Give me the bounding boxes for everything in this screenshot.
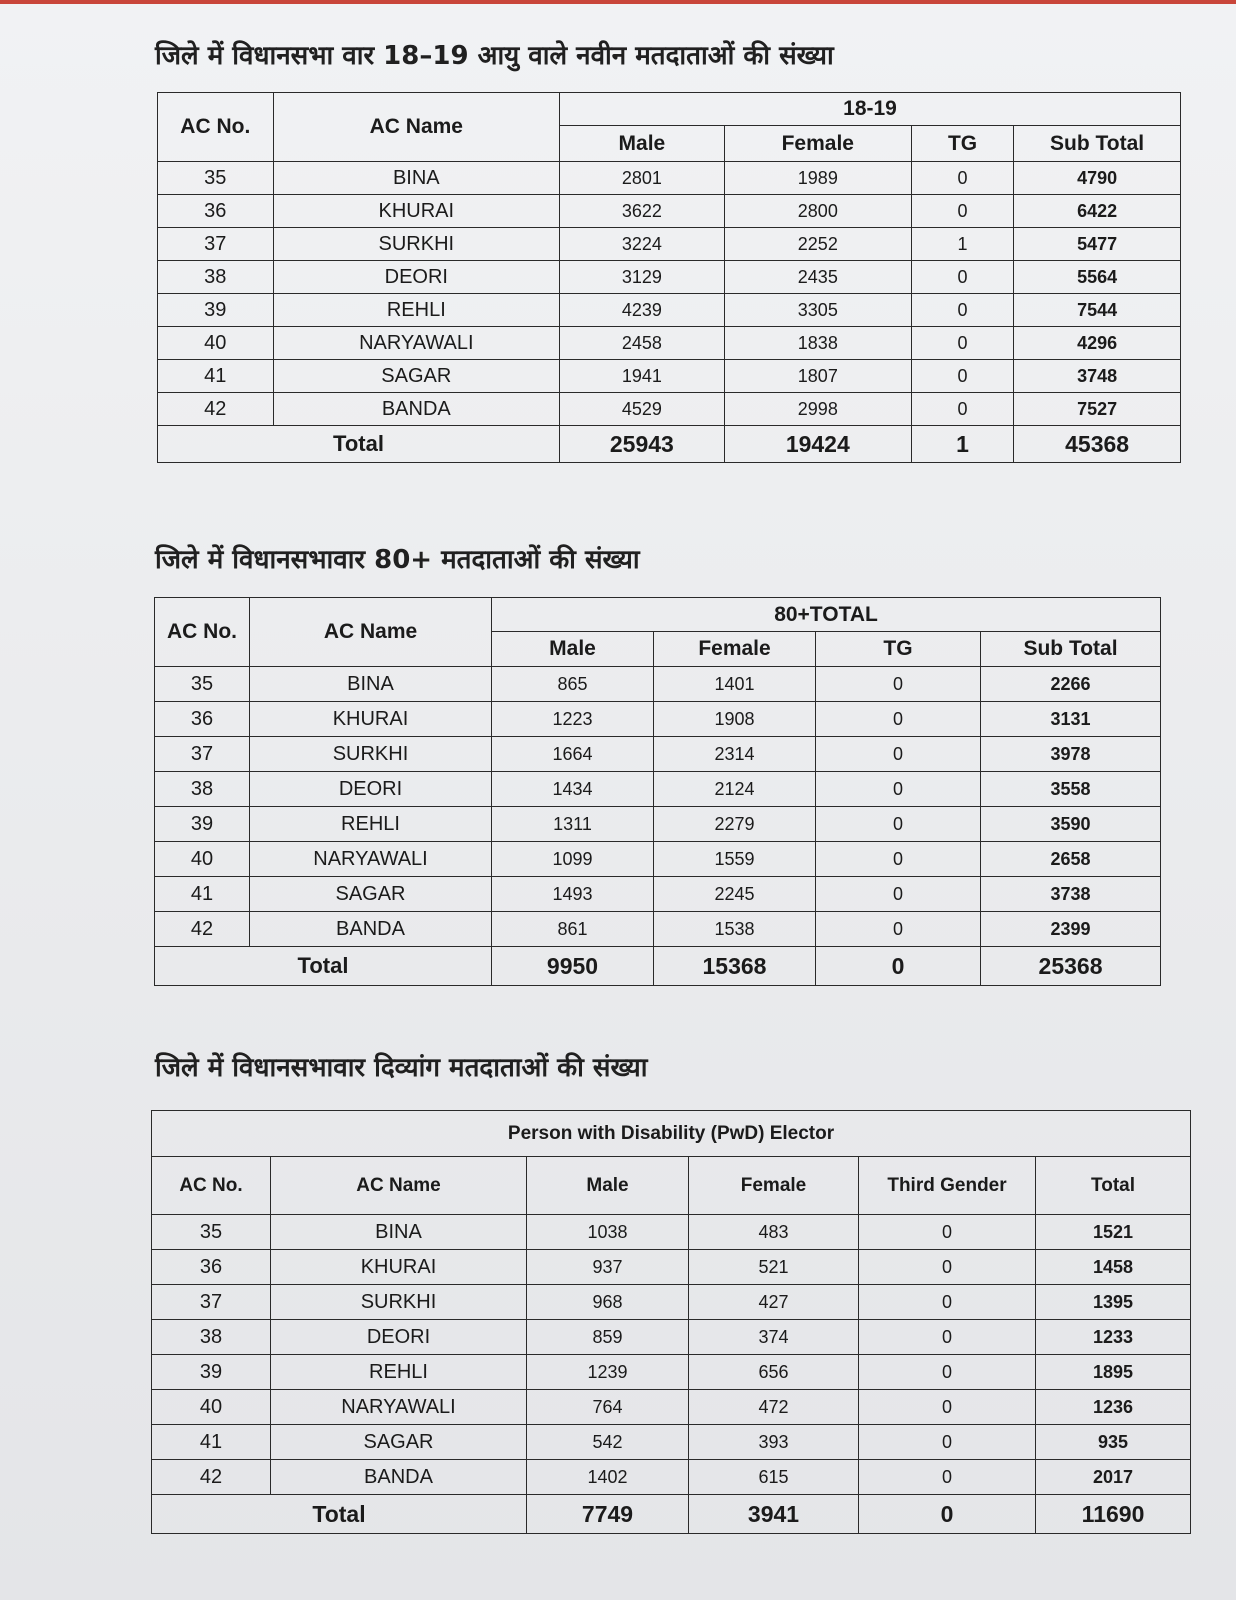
cell-female: 2800 (724, 195, 911, 228)
total-label: Total (155, 947, 492, 986)
cell-sub-total: 3590 (981, 807, 1161, 842)
header-tg: TG (816, 632, 981, 667)
total-row (152, 1495, 1191, 1534)
cell-male: 764 (527, 1390, 689, 1425)
cell-ac-name: REHLI (250, 807, 492, 842)
table-row (155, 772, 1161, 807)
header-male: Male (527, 1157, 689, 1215)
cell-tg: 0 (911, 294, 1013, 327)
cell-ac-no: 41 (152, 1425, 271, 1460)
header-total: Total (1036, 1157, 1191, 1215)
section2-heading: जिले में विधानसभावार 80+ मतदाताओं की संख्या (155, 545, 640, 575)
cell-female: 2279 (654, 807, 816, 842)
total-tg: 0 (816, 947, 981, 986)
cell-ac-no: 42 (152, 1460, 271, 1495)
cell-tg: 0 (816, 667, 981, 702)
cell-ac-no: 36 (158, 195, 274, 228)
cell-tg: 0 (859, 1425, 1036, 1460)
cell-female: 1807 (724, 360, 911, 393)
cell-sub-total: 7527 (1014, 393, 1181, 426)
cell-tg: 0 (816, 737, 981, 772)
cell-ac-no: 37 (155, 737, 250, 772)
cell-female: 1538 (654, 912, 816, 947)
cell-male: 1223 (492, 702, 654, 737)
cell-ac-no: 37 (152, 1285, 271, 1320)
cell-ac-name: DEORI (271, 1320, 527, 1355)
table-row (158, 360, 1181, 393)
cell-tg: 0 (859, 1285, 1036, 1320)
table-80plus-voters (154, 597, 1161, 986)
total-row (155, 947, 1161, 986)
cell-female: 472 (689, 1390, 859, 1425)
total-female: 19424 (724, 426, 911, 463)
header-ac-no: AC No. (152, 1157, 271, 1215)
cell-male: 1038 (527, 1215, 689, 1250)
cell-sub-total: 1458 (1036, 1250, 1191, 1285)
cell-female: 2314 (654, 737, 816, 772)
cell-female: 2245 (654, 877, 816, 912)
cell-ac-no: 39 (158, 294, 274, 327)
cell-female: 1838 (724, 327, 911, 360)
cell-male: 4239 (560, 294, 725, 327)
cell-ac-name: NARYAWALI (273, 327, 559, 360)
section1-heading: जिले में विधानसभा वार 18–19 आयु वाले नवीन मतदाताओं की संख्या (155, 41, 834, 71)
cell-tg: 0 (911, 261, 1013, 294)
cell-female: 1559 (654, 842, 816, 877)
cell-sub-total: 935 (1036, 1425, 1191, 1460)
cell-ac-name: SURKHI (250, 737, 492, 772)
cell-male: 937 (527, 1250, 689, 1285)
header-ac-no: AC No. (158, 93, 274, 162)
total-female: 3941 (689, 1495, 859, 1534)
total-tg: 1 (911, 426, 1013, 463)
cell-ac-name: BINA (273, 162, 559, 195)
cell-male: 4529 (560, 393, 725, 426)
page-edge (0, 0, 1236, 4)
cell-sub-total: 5477 (1014, 228, 1181, 261)
total-female: 15368 (654, 947, 816, 986)
header-group: 80+TOTAL (492, 598, 1161, 632)
cell-sub-total: 3748 (1014, 360, 1181, 393)
header-female: Female (689, 1157, 859, 1215)
total-label: Total (152, 1495, 527, 1534)
cell-ac-name: SAGAR (273, 360, 559, 393)
total-male: 9950 (492, 947, 654, 986)
cell-female: 1401 (654, 667, 816, 702)
cell-ac-name: BANDA (250, 912, 492, 947)
cell-sub-total: 7544 (1014, 294, 1181, 327)
table-row (158, 327, 1181, 360)
cell-ac-no: 38 (155, 772, 250, 807)
cell-ac-no: 36 (155, 702, 250, 737)
cell-ac-no: 35 (158, 162, 274, 195)
cell-tg: 0 (859, 1460, 1036, 1495)
table-row (158, 393, 1181, 426)
header-female: Female (724, 126, 911, 162)
cell-ac-no: 38 (158, 261, 274, 294)
cell-male: 1664 (492, 737, 654, 772)
cell-sub-total: 1521 (1036, 1215, 1191, 1250)
cell-tg: 0 (859, 1390, 1036, 1425)
table-row (158, 195, 1181, 228)
cell-male: 865 (492, 667, 654, 702)
cell-female: 1989 (724, 162, 911, 195)
cell-tg: 0 (816, 912, 981, 947)
cell-female: 521 (689, 1250, 859, 1285)
cell-sub-total: 1236 (1036, 1390, 1191, 1425)
header-group: Person with Disability (PwD) Elector (152, 1111, 1191, 1157)
header-ac-name: AC Name (271, 1157, 527, 1215)
cell-sub-total: 5564 (1014, 261, 1181, 294)
cell-male: 1239 (527, 1355, 689, 1390)
cell-ac-no: 38 (152, 1320, 271, 1355)
cell-ac-no: 39 (155, 807, 250, 842)
cell-male: 542 (527, 1425, 689, 1460)
cell-tg: 0 (816, 702, 981, 737)
cell-sub-total: 2266 (981, 667, 1161, 702)
cell-male: 1941 (560, 360, 725, 393)
cell-male: 1493 (492, 877, 654, 912)
table-row (158, 294, 1181, 327)
cell-female: 656 (689, 1355, 859, 1390)
total-row (158, 426, 1181, 463)
table-row (158, 261, 1181, 294)
cell-ac-no: 36 (152, 1250, 271, 1285)
cell-ac-name: SURKHI (271, 1285, 527, 1320)
cell-sub-total: 6422 (1014, 195, 1181, 228)
table-row (152, 1460, 1191, 1495)
cell-ac-name: BANDA (271, 1460, 527, 1495)
cell-female: 3305 (724, 294, 911, 327)
table-row (152, 1425, 1191, 1460)
cell-ac-name: KHURAI (250, 702, 492, 737)
cell-sub-total: 4790 (1014, 162, 1181, 195)
table-row (155, 912, 1161, 947)
cell-sub-total: 3738 (981, 877, 1161, 912)
header-sub-total: Sub Total (1014, 126, 1181, 162)
cell-male: 3224 (560, 228, 725, 261)
cell-tg: 0 (816, 842, 981, 877)
cell-male: 1402 (527, 1460, 689, 1495)
header-ac-name: AC Name (250, 598, 492, 667)
cell-female: 427 (689, 1285, 859, 1320)
cell-ac-name: DEORI (273, 261, 559, 294)
header-third-gender: Third Gender (859, 1157, 1036, 1215)
cell-sub-total: 1395 (1036, 1285, 1191, 1320)
table-row (152, 1215, 1191, 1250)
cell-male: 1311 (492, 807, 654, 842)
cell-ac-name: REHLI (273, 294, 559, 327)
header-male: Male (560, 126, 725, 162)
cell-ac-name: REHLI (271, 1355, 527, 1390)
cell-ac-no: 35 (155, 667, 250, 702)
cell-tg: 0 (859, 1250, 1036, 1285)
table-row (152, 1320, 1191, 1355)
cell-ac-no: 35 (152, 1215, 271, 1250)
cell-ac-name: KHURAI (273, 195, 559, 228)
cell-ac-no: 41 (155, 877, 250, 912)
header-group: 18-19 (560, 93, 1181, 126)
header-sub-total: Sub Total (981, 632, 1161, 667)
cell-female: 1908 (654, 702, 816, 737)
cell-sub-total: 2658 (981, 842, 1161, 877)
table-row (155, 702, 1161, 737)
cell-tg: 0 (859, 1320, 1036, 1355)
cell-sub-total: 3558 (981, 772, 1161, 807)
header-ac-no: AC No. (155, 598, 250, 667)
cell-female: 374 (689, 1320, 859, 1355)
section3-heading: जिले में विधानसभावार दिव्यांग मतदाताओं की संख्या (155, 1053, 648, 1083)
cell-female: 2124 (654, 772, 816, 807)
cell-ac-name: BINA (250, 667, 492, 702)
cell-sub-total: 1233 (1036, 1320, 1191, 1355)
cell-ac-name: SAGAR (271, 1425, 527, 1460)
table-row (152, 1285, 1191, 1320)
cell-male: 1099 (492, 842, 654, 877)
cell-ac-name: NARYAWALI (250, 842, 492, 877)
cell-tg: 0 (911, 360, 1013, 393)
header-tg: TG (911, 126, 1013, 162)
cell-sub-total: 2399 (981, 912, 1161, 947)
header-female: Female (654, 632, 816, 667)
cell-ac-no: 42 (158, 393, 274, 426)
table-row (155, 807, 1161, 842)
cell-ac-no: 39 (152, 1355, 271, 1390)
total-male: 7749 (527, 1495, 689, 1534)
cell-ac-no: 37 (158, 228, 274, 261)
cell-sub-total: 3978 (981, 737, 1161, 772)
cell-ac-no: 40 (158, 327, 274, 360)
cell-ac-no: 42 (155, 912, 250, 947)
header-ac-name: AC Name (273, 93, 559, 162)
cell-female: 483 (689, 1215, 859, 1250)
total-sub-total: 11690 (1036, 1495, 1191, 1534)
cell-ac-name: BINA (271, 1215, 527, 1250)
total-sub-total: 25368 (981, 947, 1161, 986)
cell-tg: 0 (911, 195, 1013, 228)
header-male: Male (492, 632, 654, 667)
cell-male: 968 (527, 1285, 689, 1320)
cell-female: 2435 (724, 261, 911, 294)
table-row (155, 667, 1161, 702)
cell-male: 861 (492, 912, 654, 947)
cell-female: 2252 (724, 228, 911, 261)
total-male: 25943 (560, 426, 725, 463)
cell-ac-name: NARYAWALI (271, 1390, 527, 1425)
total-label: Total (158, 426, 560, 463)
cell-male: 2458 (560, 327, 725, 360)
table-row (155, 737, 1161, 772)
table-18-19-voters (157, 92, 1181, 463)
cell-tg: 0 (859, 1215, 1036, 1250)
cell-male: 3129 (560, 261, 725, 294)
cell-female: 393 (689, 1425, 859, 1460)
table-row (152, 1250, 1191, 1285)
cell-tg: 1 (911, 228, 1013, 261)
cell-ac-name: BANDA (273, 393, 559, 426)
cell-ac-name: SAGAR (250, 877, 492, 912)
cell-ac-name: KHURAI (271, 1250, 527, 1285)
cell-sub-total: 2017 (1036, 1460, 1191, 1495)
table-row (158, 228, 1181, 261)
cell-ac-name: SURKHI (273, 228, 559, 261)
cell-tg: 0 (911, 162, 1013, 195)
cell-tg: 0 (911, 393, 1013, 426)
cell-tg: 0 (816, 877, 981, 912)
table-row (152, 1355, 1191, 1390)
table-row (152, 1390, 1191, 1425)
cell-tg: 0 (859, 1355, 1036, 1390)
cell-tg: 0 (816, 772, 981, 807)
cell-sub-total: 4296 (1014, 327, 1181, 360)
total-tg: 0 (859, 1495, 1036, 1534)
cell-ac-no: 40 (152, 1390, 271, 1425)
table-row (158, 162, 1181, 195)
cell-ac-no: 40 (155, 842, 250, 877)
cell-sub-total: 3131 (981, 702, 1161, 737)
total-sub-total: 45368 (1014, 426, 1181, 463)
cell-sub-total: 1895 (1036, 1355, 1191, 1390)
cell-male: 859 (527, 1320, 689, 1355)
cell-ac-name: DEORI (250, 772, 492, 807)
table-row (155, 877, 1161, 912)
table-row (155, 842, 1161, 877)
cell-ac-no: 41 (158, 360, 274, 393)
cell-female: 2998 (724, 393, 911, 426)
table-pwd-electors (151, 1110, 1191, 1534)
cell-tg: 0 (911, 327, 1013, 360)
cell-male: 1434 (492, 772, 654, 807)
cell-male: 2801 (560, 162, 725, 195)
cell-female: 615 (689, 1460, 859, 1495)
cell-male: 3622 (560, 195, 725, 228)
cell-tg: 0 (816, 807, 981, 842)
